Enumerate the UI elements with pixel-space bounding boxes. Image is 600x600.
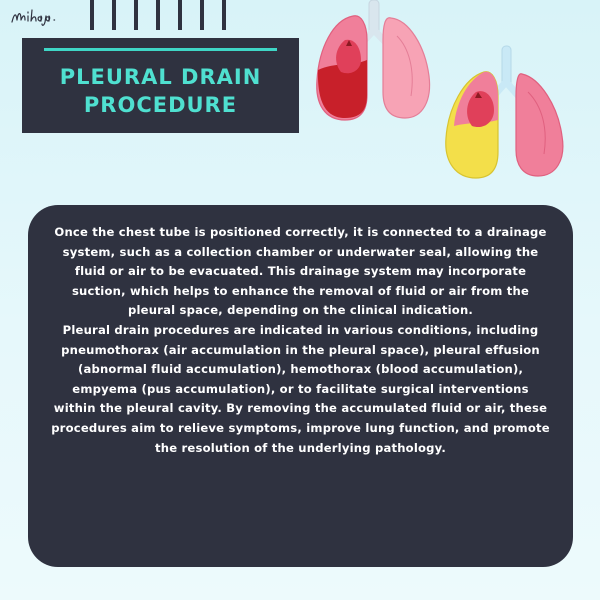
page-title-line-2: PROCEDURE	[83, 93, 238, 117]
title-accent-line	[44, 48, 277, 51]
body-paragraph-2: Pleural drain procedures are indicated in various conditions, including pneumothorax (air accumulation in the pleural space), pleural effusion (abnormal fluid accumulation), hemothorax (blood accumulation), empyema (pus accumulation), or to facilitate surgical interventions within the pleural cavity. By removing the accumulated fluid or air, these procedures aim to relieve symptoms, improve lung function, and promote the resolution of the underlying pathology.	[51, 322, 550, 455]
lungs-effusion-illustration	[438, 42, 580, 182]
content-card	[28, 205, 573, 567]
title-panel	[22, 38, 299, 133]
body-paragraph-1: Once the chest tube is positioned correctly, it is connected to a drainage system, such as a collection chamber or underwater seal, allowing the fluid or air to be evacuated. This drainage system may incorporate suction, which helps to enhance the removal of fluid or air from the pleural space, depending on the clinical indication.	[54, 225, 547, 318]
page-title	[22, 63, 299, 119]
signature-logo	[8, 6, 66, 28]
page-title-line-1: PLEURAL DRAIN	[59, 65, 262, 89]
decorative-bars	[90, 0, 240, 34]
